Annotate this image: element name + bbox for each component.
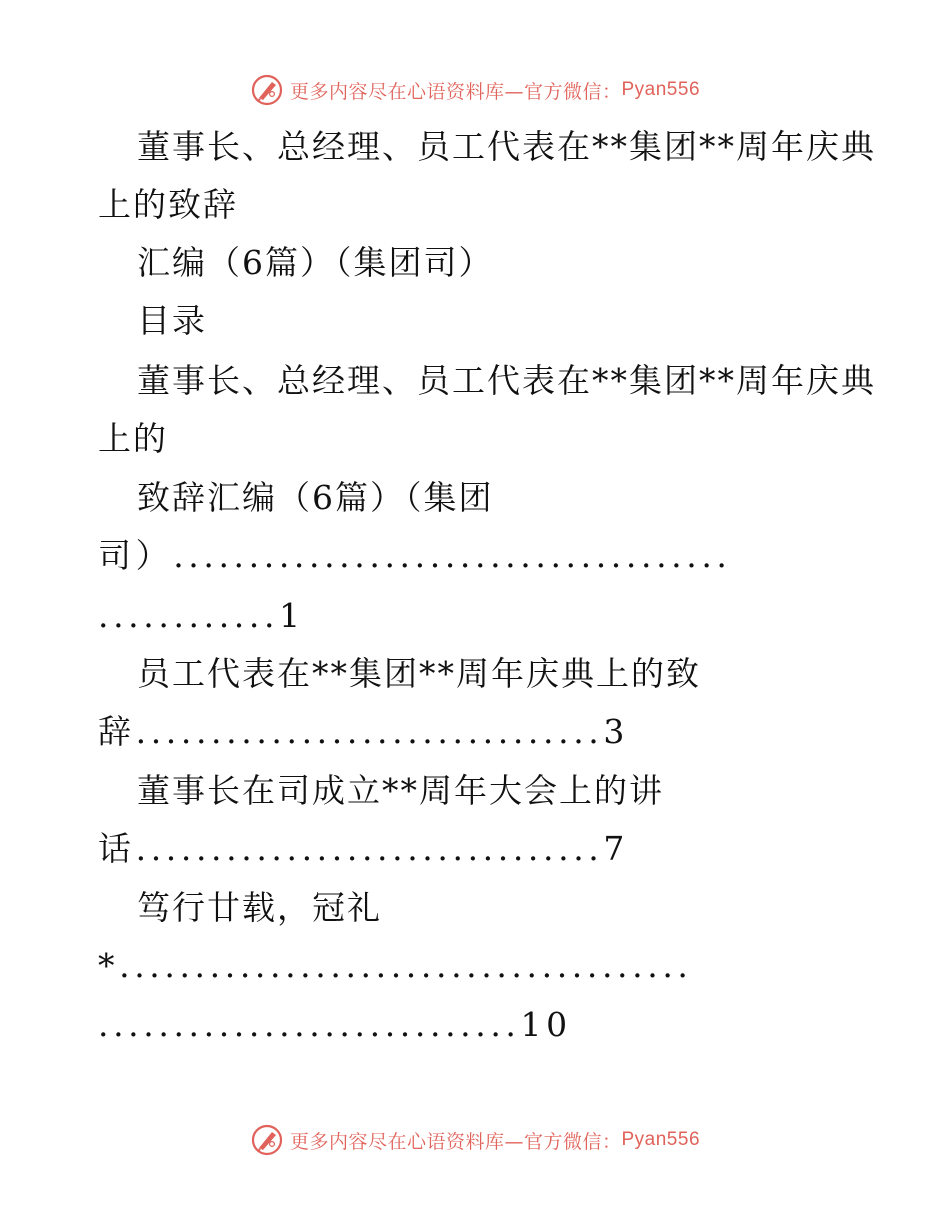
header-watermark-banner	[0, 70, 950, 110]
toc-entry-3-line-1: 董事长在司成立**周年大会上的讲	[137, 771, 664, 810]
toc-entry-1-line-3: 致辞汇编（6篇）（集团	[137, 478, 494, 517]
toc-entry-3-page: 话...............................7	[98, 829, 629, 868]
toc-heading: 目录	[137, 301, 207, 340]
toc-entry-4-page: ............................10	[98, 1005, 572, 1044]
toc-entry-1-line-1: 董事长、总经理、员工代表在**集团**周年庆典	[137, 361, 876, 400]
quill-pen-logo-icon	[250, 1123, 284, 1157]
watermark-text: 更多内容尽在心语资料库—官方微信：	[289, 80, 622, 103]
doc-title-line-2: 上的致辞	[98, 185, 238, 224]
footer-watermark-banner	[0, 1120, 950, 1160]
toc-entry-4-line-1: 笃行廿载，冠礼	[137, 888, 382, 927]
wechat-id: Pyan556	[621, 79, 701, 100]
toc-entry-1-line-2: 上的	[98, 419, 168, 458]
doc-title-line-1: 董事长、总经理、员工代表在**集团**周年庆典	[137, 127, 876, 166]
watermark-text: 更多内容尽在心语资料库—官方微信：	[289, 1130, 622, 1153]
toc-entry-1-leader: 司）.....................................	[98, 536, 732, 575]
toc-entry-2-page: 辞...............................3	[98, 712, 629, 751]
wechat-id: Pyan556	[621, 1129, 701, 1150]
quill-pen-logo-icon	[250, 73, 284, 107]
toc-entry-4-leader: *......................................	[98, 946, 693, 985]
doc-subtitle-line: 汇编（6篇）（集团司）	[137, 243, 494, 282]
toc-entry-1-page: ............1	[98, 596, 305, 635]
toc-entry-2-line-1: 员工代表在**集团**周年庆典上的致	[137, 654, 701, 693]
